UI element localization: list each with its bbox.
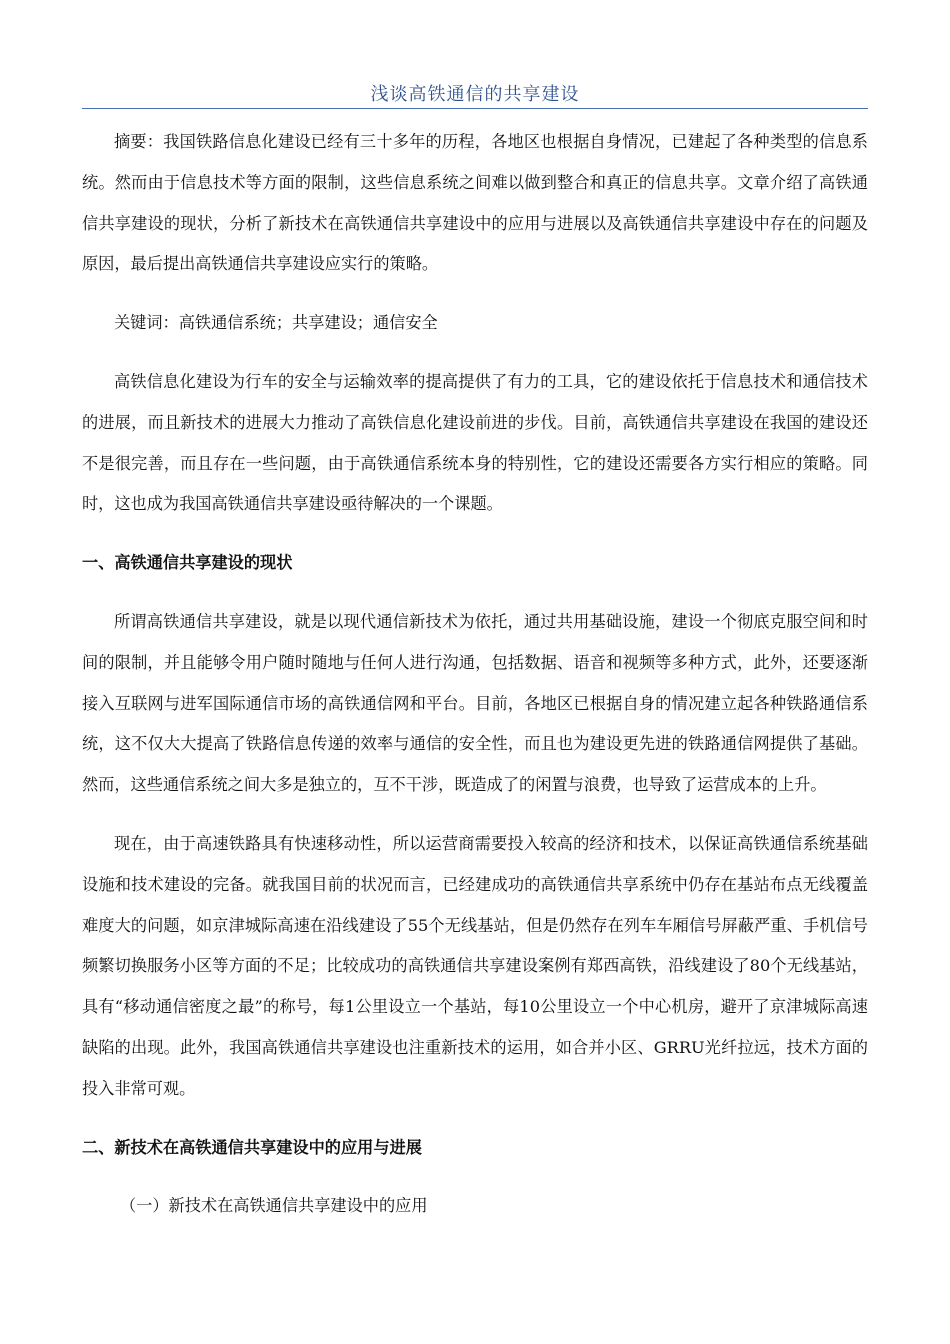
intro-paragraph: 高铁信息化建设为行车的安全与运输效率的提高提供了有力的工具，它的建设依托于信息技术和通信技术的进展，而且新技术的进展大力推动了高铁信息化建设前进的步伐。目前，高铁通信共享建设在我国的建设还不是很完善，而且存在一些问题，由于高铁通信系统本身的特别性，它的建设还需要各方实行相应的策略。同时，这也成为我国高铁通信共享建设亟待解决的一个课题。 <box>82 371 868 514</box>
document-body <box>82 122 868 1227</box>
section-1-heading: 一、高铁通信共享建设的现状 <box>82 553 293 573</box>
section-2-heading: 二、新技术在高铁通信共享建设中的应用与进展 <box>82 1137 422 1157</box>
section-1-paragraph-1: 所谓高铁通信共享建设，就是以现代通信新技术为依托，通过共用基础设施，建设一个彻底克服空间和时间的限制，并且能够令用户随时随地与任何人进行沟通，包括数据、语音和视频等多种方式，此外，还要逐渐接入互联网与进军国际通信市场的高铁通信网和平台。目前，各地区已根据自身的情况建立起各种铁路通信系统，这不仅大大提高了铁路信息传递的效率与通信的安全性，而且也为建设更先进的铁路通信网提供了基础。然而，这些通信系统之间大多是独立的，互不干涉，既造成了的闲置与浪费，也导致了运营成本的上升。 <box>82 611 868 795</box>
page-title: 浅谈高铁通信的共享建设 <box>370 84 580 105</box>
section-2-subheading-1: （一）新技术在高铁通信共享建设中的应用 <box>120 1196 428 1216</box>
section-1-paragraph-2: 现在，由于高速铁路具有快速移动性，所以运营商需要投入较高的经济和技术，以保证高铁通信系统基础设施和技术建设的完备。就我国目前的状况而言，已经建成功的高铁通信共享系统中仍存在基站布点无线覆盖难度大的问题，如京津城际高速在沿线建设了55个无线基站，但是仍然存在列车车厢信号屏蔽严重、手机信号频繁切换服务小区等方面的不足；比较成功的高铁通信共享建设案例有郑西高铁，沿线建设了80个无线基站，具有“移动通信密度之最”的称号，每1公里设立一个基站，每10公里设立一个中心机房，避开了京津城际高速缺陷的出现。此外，我国高铁通信共享建设也注重新技术的运用，如合并小区、GRRU光纤拉远，技术方面的投入非常可观。 <box>82 833 868 1098</box>
abstract-paragraph: 摘要：我国铁路信息化建设已经有三十多年的历程，各地区也根据自身情况，已建起了各种类型的信息系统。然而由于信息技术等方面的限制，这些信息系统之间难以做到整合和真正的信息共享。文章介绍了高铁通信共享建设的现状，分析了新技术在高铁通信共享建设中的应用与进展以及高铁通信共享建设中存在的问题及原因，最后提出高铁通信共享建设应实行的策略。 <box>82 132 868 274</box>
header-divider <box>82 108 868 109</box>
keywords-line: 关键词：高铁通信系统；共享建设；通信安全 <box>114 313 438 333</box>
